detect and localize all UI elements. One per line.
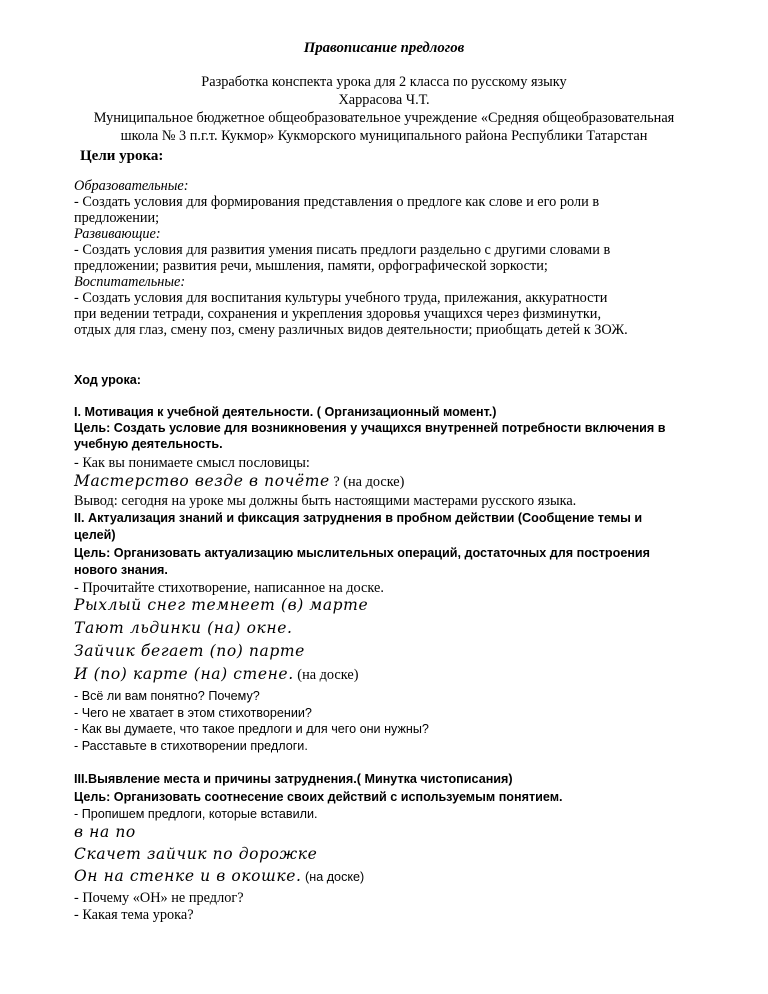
- handwritten-poem-line: Рыхлый снег темнеет (в) марте: [74, 596, 369, 614]
- header-line: школа № 3 п.г.т. Кукмор» Кукморского муниципального района Республики Татарстан: [120, 128, 648, 144]
- section-aim: Цель: Организовать актуализацию мыслительных операций, достаточных для построения: [74, 546, 651, 560]
- goals-line: - Создать условия для формирования представления о предлоге как слове и его роли в: [74, 194, 600, 210]
- board-note: (на доске): [301, 870, 365, 884]
- board-note: (на доске): [293, 667, 359, 683]
- poem-last-line: [74, 666, 358, 684]
- section-aim: учебную деятельность.: [74, 437, 223, 451]
- task-line: - Пропишем предлоги, которые вставили.: [74, 807, 318, 821]
- section-title: I. Мотивация к учебной деятельности. ( Организационный момент.): [74, 405, 497, 419]
- goals-line: - Создать условия для развития умения писать предлоги раздельно с другими словами в: [74, 242, 611, 258]
- conclusion-line: Вывод: сегодня на уроке мы должны быть настоящими мастерами русского языка.: [74, 493, 577, 509]
- proverb-line: [74, 473, 404, 491]
- goals-heading: Цели урока:: [80, 148, 164, 164]
- question-line: - Почему «ОН» не предлог?: [74, 890, 244, 906]
- task-line: - Прочитайте стихотворение, написанное на доске.: [74, 580, 384, 596]
- goals-line: предложении;: [74, 210, 160, 226]
- section-aim: нового знания.: [74, 563, 168, 577]
- goals-line: Образовательные:: [74, 178, 189, 194]
- goals-line: - Создать условия для воспитания культуры учебного труда, прилежания, аккуратности: [74, 290, 608, 306]
- goals-line: при ведении тетради, сохранения и укрепления здоровья учащихся через физминутки,: [74, 306, 602, 322]
- question-line: - Расставьте в стихотворении предлоги.: [74, 739, 308, 753]
- section-title: III.Выявление места и причины затруднения.( Минутка чистописания): [74, 772, 513, 786]
- question-line: - Всё ли вам понятно? Почему?: [74, 689, 260, 703]
- board-note: ? (на доске): [329, 474, 405, 490]
- header-line: Харрасова Ч.Т.: [338, 92, 430, 108]
- handwritten-line: в на по: [74, 823, 136, 841]
- question-line: - Какая тема урока?: [74, 907, 194, 923]
- lesson-heading: Ход урока:: [74, 373, 141, 387]
- header-line: Муниципальное бюджетное общеобразовательное учреждение «Средняя общеобразовательная: [93, 110, 675, 126]
- handwritten-line: Он на стенке и в окошке.: [74, 867, 302, 885]
- handwritten-proverb: Мастерство везде в почёте: [74, 472, 330, 490]
- goals-line: предложении; развития речи, мышления, памяти, орфографической зоркости;: [74, 258, 548, 274]
- question-line: - Чего не хватает в этом стихотворении?: [74, 706, 312, 720]
- handwritten-line: Скачет зайчик по дорожке: [74, 845, 318, 863]
- question-line: - Как вы думаете, что такое предлоги и для чего они нужны?: [74, 722, 429, 736]
- handwritten-poem-line: Тают льдинки (на) окне.: [74, 619, 293, 637]
- header-line: Разработка конспекта урока для 2 класса по русскому языку: [201, 74, 567, 90]
- handwriting-last-line: [74, 868, 364, 886]
- question-line: - Как вы понимаете смысл пословицы:: [74, 455, 310, 471]
- section-aim: Цель: Организовать соотнесение своих действий с используемым понятием.: [74, 790, 563, 804]
- goals-line: отдых для глаз, смену поз, смену различных видов деятельности; приобщать детей к ЗОЖ.: [74, 322, 628, 338]
- document-title: Правописание предлогов: [303, 40, 465, 56]
- handwritten-poem-line: Зайчик бегает (по) парте: [74, 642, 305, 660]
- section-title: II. Актуализация знаний и фиксация затруднения в пробном действии (Сообщение темы и: [74, 511, 643, 525]
- section-title: целей): [74, 528, 116, 542]
- section-aim: Цель: Создать условие для возникновения у учащихся внутренней потребности включения в: [74, 421, 666, 435]
- goals-line: Развивающие:: [74, 226, 161, 242]
- handwritten-poem-line: И (по) карте (на) стене.: [74, 665, 294, 683]
- goals-line: Воспитательные:: [74, 274, 186, 290]
